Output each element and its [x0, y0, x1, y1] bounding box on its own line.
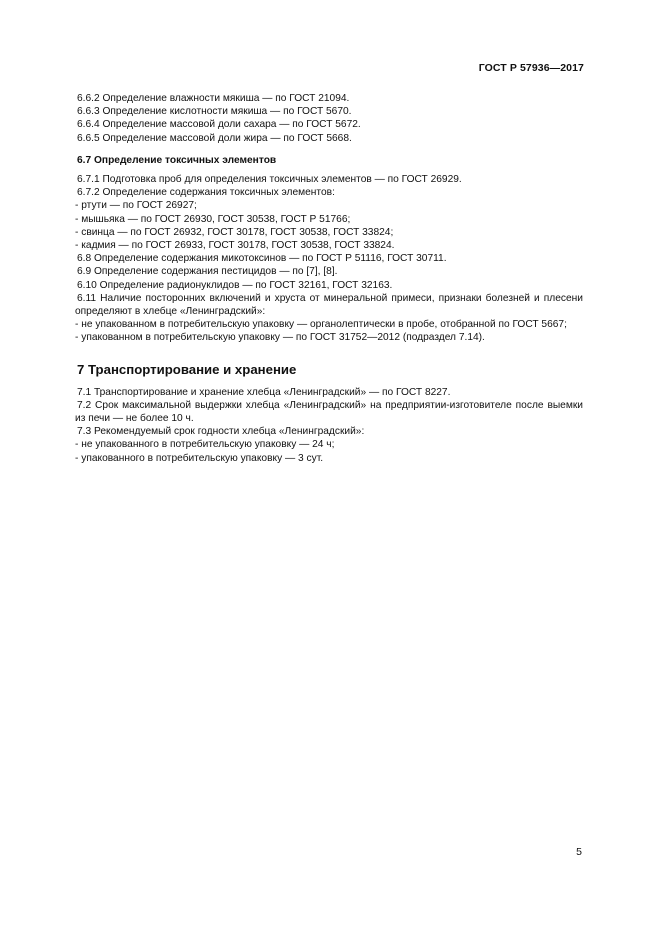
list-item-arsenic: - мышьяка — по ГОСТ 26930, ГОСТ 30538, ГОСТ Р 51766;	[75, 213, 351, 225]
paragraph-6-6-2: 6.6.2 Определение влажности мякиша — по ГОСТ 21094.	[77, 93, 350, 104]
page-number: 5	[576, 846, 582, 858]
paragraph-6-8: 6.8 Определение содержания микотоксинов — по ГОСТ Р 51116, ГОСТ 30711.	[77, 253, 447, 265]
paragraph-7-2-text: 7.2 Срок максимальной выдержки хлебца «Ленинградский» на предприятии-изготовителе после выемки из печи — не более 10 ч.	[75, 399, 583, 425]
list-item-mercury: - ртути — по ГОСТ 26927;	[75, 200, 197, 212]
paragraph-6-6-3: 6.6.3 Определение кислотности мякиша — по ГОСТ 5670.	[77, 106, 352, 118]
list-item-shelf-life-unpacked: - не упакованного в потребительскую упаковку — 24 ч;	[75, 439, 335, 451]
document-body	[75, 92, 583, 465]
list-item-not-packed: - не упакованном в потребительскую упаковку — органолептически в пробе, отобранной по ГОСТ 5667;	[75, 319, 567, 331]
paragraph-6-10: 6.10 Определение радионуклидов — по ГОСТ 32161, ГОСТ 32163.	[77, 279, 393, 291]
subsection-heading-6-7: 6.7 Определение токсичных элементов	[77, 154, 277, 166]
list-item-shelf-life-packed: - упакованного в потребительскую упаковку — 3 сут.	[75, 452, 324, 464]
document-number-header: ГОСТ Р 57936—2017	[478, 62, 584, 74]
section-heading-7: 7 Транспортирование и хранение	[77, 361, 297, 377]
list-item-lead: - свинца — по ГОСТ 26932, ГОСТ 30178, ГОСТ 30538, ГОСТ 33824;	[75, 226, 394, 238]
paragraph-6-7-2: 6.7.2 Определение содержания токсичных элементов:	[77, 187, 335, 199]
paragraph-6-11-text: 6.11 Наличие посторонних включений и хруста от минеральной примеси, признаки болезней и плесени определяют в хлебце «Ленинградский»:	[75, 292, 583, 318]
paragraph-7-3: 7.3 Рекомендуемый срок годности хлебца «Ленинградский»:	[77, 426, 365, 438]
paragraph-6-11	[75, 292, 583, 318]
paragraph-6-6-5: 6.6.5 Определение массовой доли жира — по ГОСТ 5668.	[77, 132, 352, 144]
paragraph-6-7-1: 6.7.1 Подготовка проб для определения токсичных элементов — по ГОСТ 26929.	[77, 174, 462, 186]
paragraph-7-2	[75, 399, 583, 425]
list-item-packed: - упакованном в потребительскую упаковку — по ГОСТ 31752—2012 (подраздел 7.14).	[75, 332, 485, 344]
paragraph-7-1: 7.1 Транспортирование и хранение хлебца «Ленинградский» — по ГОСТ 8227.	[77, 386, 451, 398]
paragraph-6-9: 6.9 Определение содержания пестицидов — по [7], [8].	[77, 266, 338, 278]
list-item-cadmium: - кадмия — по ГОСТ 26933, ГОСТ 30178, ГОСТ 30538, ГОСТ 33824.	[75, 240, 395, 252]
paragraph-6-6-4: 6.6.4 Определение массовой доли сахара — по ГОСТ 5672.	[77, 119, 361, 131]
